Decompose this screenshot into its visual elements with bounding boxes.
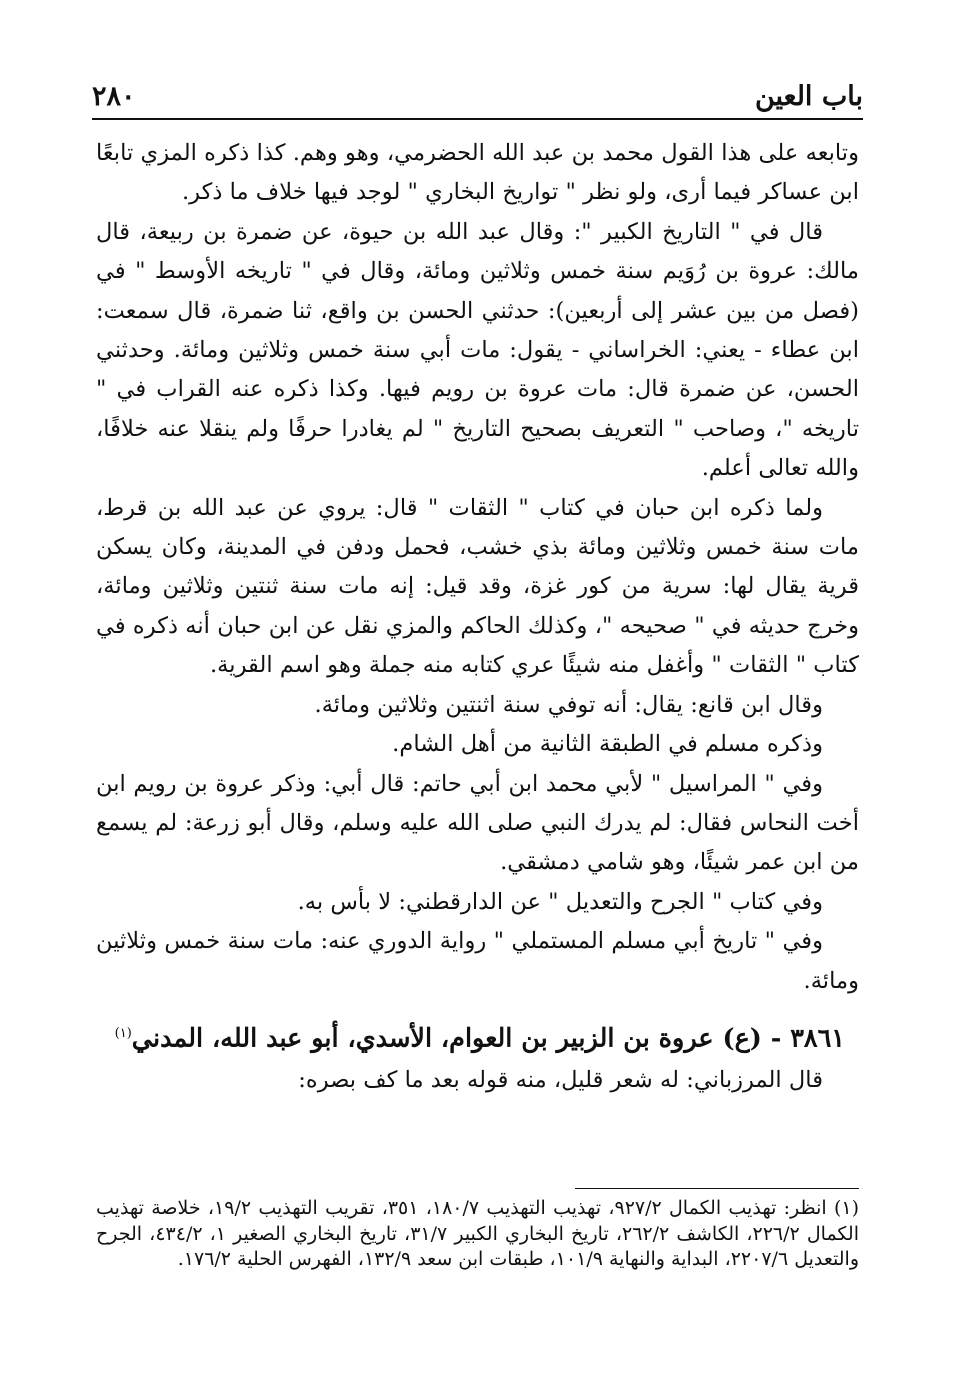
paragraph: وفي " المراسيل " لأبي محمد ابن أبي حاتم: قال أبي: وذكر عروة بن رويم ابن أخت النحاس فقال: لم يدرك النبي صلى الله عليه وسلم، وقال أبو زرعة: لم يسمع من ابن عمر شيئًا، وهو شامي دمشقي. <box>96 770 859 876</box>
footnote-marker[interactable]: (١) <box>114 1025 132 1041</box>
entry-heading-text: ٣٨٦١ - (ع) عروة بن الزبير بن العوام، الأسدي، أبو عبد الله، المدني <box>131 1023 845 1054</box>
paragraph: ولما ذكره ابن حبان في كتاب " الثقات " قال: يروي عن عبد الله بن قرط، مات سنة خمس وثلاثين ومائة بذي خشب، فحمل ودفن في المدينة، وكان يسكن قرية يقال لها: سرية من كور غزة، وقد قيل: إنه مات سنة ثنتين وثلاثين ومائة، وخرج حديثه في " صحيحه "، وكذلك الحاكم والمزي نقل عن ابن حبان أنه ذكره في كتاب " الثقات " وأغفل منه شيئًا عري كتابه منه جملة وهو اسم القرية. <box>96 494 859 679</box>
footnote-text: (١) انظر: تهذيب الكمال ٩٢٧/٢، تهذيب التهذيب ١٨٠/٧، ٣٥١، تقريب التهذيب ١٩/٢، خلاصة تهذيب الكمال ٢٢٦/٢، الكاشف ٢٦٢/٢، تاريخ البخاري الكبير ٣١/٧، تاريخ البخاري الصغير ١، ٤٣٤/٢، الجرح والتعديل ٢٢٠٧/٦، البداية والنهاية ١٠١/٩، طبقات ابن سعد ١٣٢/٩، الفهرس الحلية ١٧٦/٢. <box>96 1197 859 1271</box>
running-head: باب العين <box>754 81 863 112</box>
footnotes <box>96 1196 859 1273</box>
paragraph: وذكره مسلم في الطبقة الثانية من أهل الشام. <box>392 731 823 758</box>
page-number: ٢٨٠ <box>92 81 136 112</box>
entry-heading <box>96 1013 859 1060</box>
paragraph: وقال ابن قانع: يقال: أنه توفي سنة اثنتين وثلاثين ومائة. <box>314 691 823 718</box>
entry-first-line: قال المرزباني: له شعر قليل، منه قوله بعد ما كف بصره: <box>298 1067 823 1094</box>
page-header <box>92 68 863 120</box>
paragraph: وتابعه على هذا القول محمد بن عبد الله الحضرمي، وهو وهم. كذا ذكره المزي تابعًا ابن عساكر فيما أرى، ولو نظر " تواريخ البخاري " لوجد فيها خلاف ما ذكر. <box>96 140 859 206</box>
paragraph: وفي " تاريخ أبي مسلم المستملي " رواية الدوري عنه: مات سنة خمس وثلاثين ومائة. <box>96 928 859 994</box>
footnote-divider <box>575 1188 859 1189</box>
paragraph: قال في " التاريخ الكبير ": وقال عبد الله بن حيوة، عن ضمرة بن ربيعة، قال مالك: عروة بن رُوَيم سنة خمس وثلاثين ومائة، وقال في " تاريخه الأوسط " في (فصل من بين عشر إلى أربعين): حدثني الحسن بن واقع، ثنا ضمرة، قال سمعت: ابن عطاء - يعني: الخراساني - يقول: مات أبي سنة خمس وثلاثين ومائة. وحدثني الحسن، عن ضمرة قال: مات عروة بن رويم فيها. وكذا ذكره عنه القراب في " تاريخه "، وصاحب " التعريف بصحيح التاريخ " لم يغادرا حرفًا ولم ينقلا عنه خلافًا، والله تعالى أعلم. <box>96 218 859 482</box>
paragraph: وفي كتاب " الجرح والتعديل " عن الدارقطني: لا بأس به. <box>297 888 823 915</box>
main-text <box>96 134 859 1101</box>
